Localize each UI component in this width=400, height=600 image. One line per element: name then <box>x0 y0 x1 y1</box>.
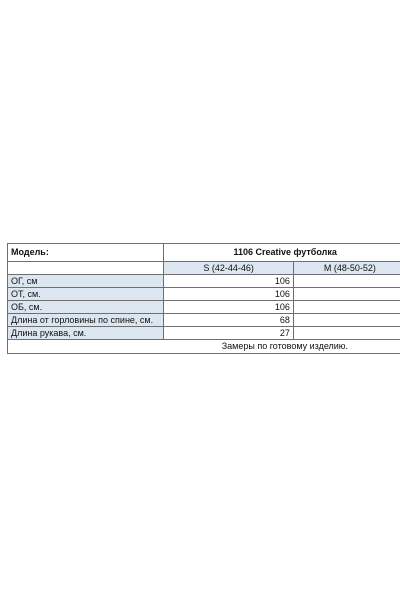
model-row <box>8 244 400 262</box>
size-header-row <box>8 262 400 275</box>
measure-value-m <box>293 288 400 301</box>
measure-value-s: 68 <box>164 314 294 327</box>
model-title: 1106 Creative футболка <box>164 244 400 262</box>
measurement-note: Замеры по готовому изделию. <box>164 340 400 354</box>
measure-label: Длина рукава, см. <box>8 327 164 340</box>
model-label: Модель: <box>8 244 164 262</box>
note-row <box>8 340 400 354</box>
measure-value-s: 106 <box>164 288 294 301</box>
measure-label: ОТ, см. <box>8 288 164 301</box>
size-chart-table <box>7 243 400 354</box>
table-row <box>8 288 400 301</box>
measure-value-m <box>293 314 400 327</box>
measure-value-m <box>293 327 400 340</box>
measure-value-s: 27 <box>164 327 294 340</box>
measure-value-m <box>293 301 400 314</box>
table-row <box>8 275 400 288</box>
measure-value-s: 106 <box>164 301 294 314</box>
measure-label: ОБ, см. <box>8 301 164 314</box>
header-empty-cell <box>8 262 164 275</box>
table-row <box>8 314 400 327</box>
measure-label: ОГ, см <box>8 275 164 288</box>
size-header-s: S (42-44-46) <box>164 262 294 275</box>
table-row <box>8 327 400 340</box>
measure-value-s: 106 <box>164 275 294 288</box>
measure-value-m <box>293 275 400 288</box>
table-row <box>8 301 400 314</box>
note-blank-cell <box>8 340 164 354</box>
measure-label: Длина от горловины по спине, см. <box>8 314 164 327</box>
size-header-m: M (48-50-52) <box>293 262 400 275</box>
